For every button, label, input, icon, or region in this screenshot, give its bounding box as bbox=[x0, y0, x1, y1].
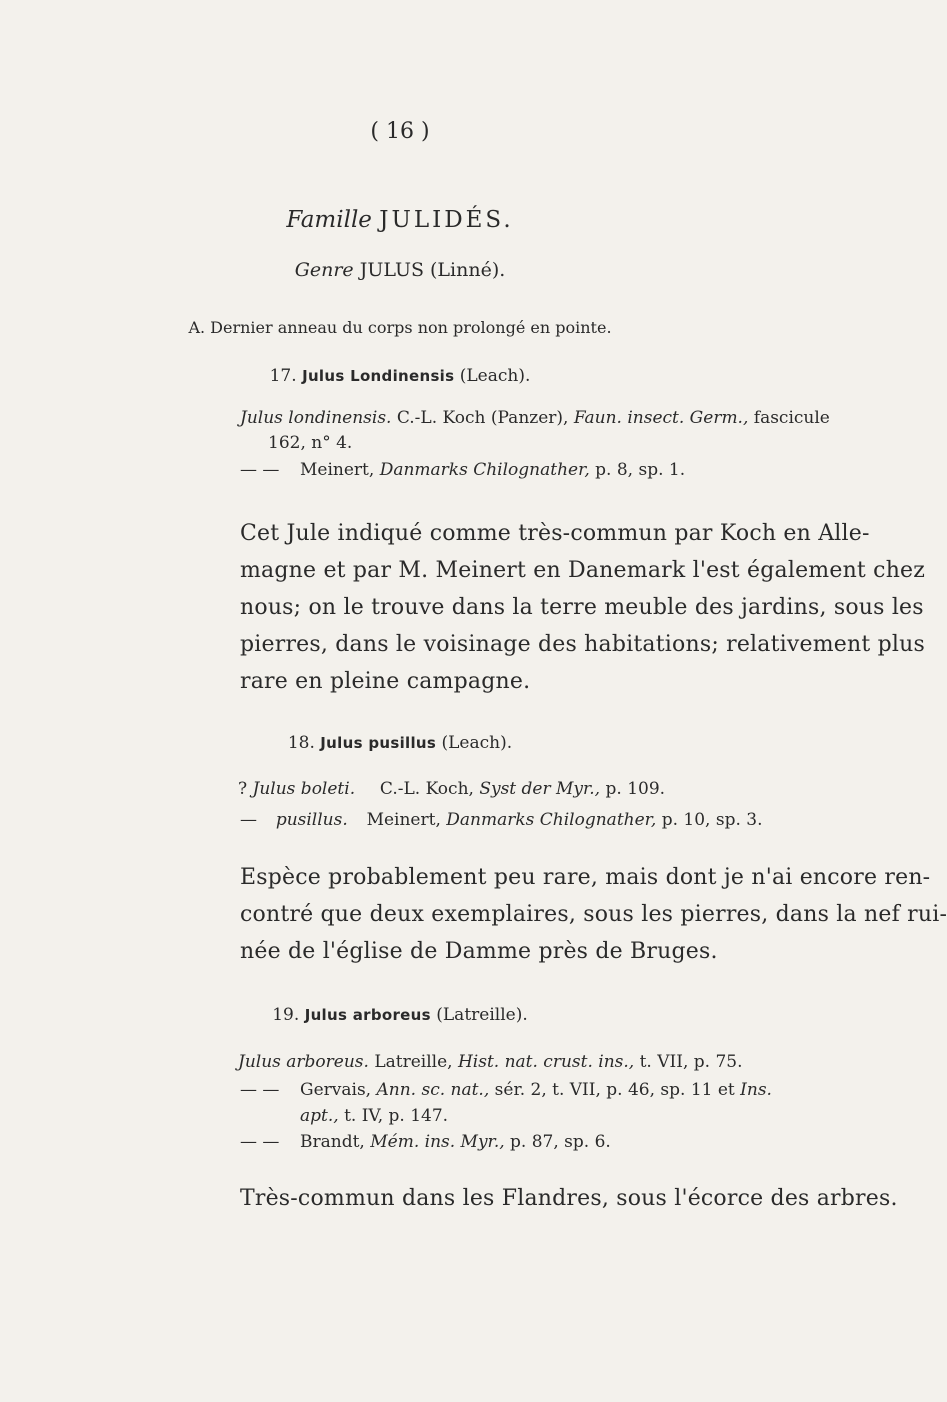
synonym-work: apt., bbox=[300, 1106, 339, 1126]
synonym-ref: p. 10, sp. 3. bbox=[661, 810, 763, 830]
synonym-ref: t. IV, p. 147. bbox=[344, 1106, 449, 1126]
paragraph-line: Espèce probablement peu rare, mais dont je n'ai encore ren- bbox=[240, 865, 931, 890]
section-a: A. Dernier anneau du corps non prolongé en pointe. bbox=[188, 318, 612, 337]
synonym-author: C.-L. Koch (Panzer), bbox=[396, 408, 569, 428]
synonym-ref: p. 8, sp. 1. bbox=[595, 460, 686, 480]
synonym-line bbox=[240, 810, 763, 830]
species-number: 18. bbox=[287, 733, 315, 753]
synonym-work: Ann. sc. nat., bbox=[376, 1080, 490, 1100]
synonym-work: Ins. bbox=[740, 1080, 772, 1100]
genus-name: JULUS (Linné). bbox=[359, 259, 506, 281]
synonym-author: Latreille, bbox=[374, 1052, 453, 1072]
synonym-work: Mém. ins. Myr., bbox=[370, 1132, 505, 1152]
synonym-dash: — bbox=[240, 810, 257, 830]
synonym-ref: t. VII, p. 75. bbox=[639, 1052, 743, 1072]
synonym-line bbox=[240, 1132, 611, 1152]
species-author: (Leach). bbox=[459, 366, 531, 386]
synonym-author: Meinert, bbox=[300, 460, 375, 480]
species-author: (Latreille). bbox=[436, 1005, 528, 1025]
family-name: JULIDÉS. bbox=[379, 207, 514, 233]
synonym-dash: — — bbox=[240, 1132, 280, 1152]
genus-heading bbox=[0, 259, 800, 281]
synonym-taxon: pusillus. bbox=[275, 810, 348, 830]
synonym-work: Danmarks Chilognather, bbox=[446, 810, 657, 830]
paragraph-line: Très-commun dans les Flandres, sous l'écorce des arbres. bbox=[240, 1186, 898, 1211]
synonym-ref: p. 109. bbox=[605, 779, 666, 799]
synonym-taxon: Julus londinensis. bbox=[240, 408, 392, 428]
species-name: Julus arboreus bbox=[304, 1006, 431, 1024]
paragraph-line: pierres, dans le voisinage des habitations; relativement plus bbox=[240, 632, 925, 657]
synonym-prefix: ? bbox=[238, 779, 248, 799]
species-heading bbox=[0, 366, 800, 386]
family-heading bbox=[0, 207, 800, 233]
synonym-taxon: Julus boleti. bbox=[252, 779, 356, 799]
page-number: ( 16 ) bbox=[370, 119, 430, 144]
species-number: 19. bbox=[272, 1005, 300, 1025]
genus-label: Genre bbox=[294, 259, 354, 281]
synonym-ref: 162, n° 4. bbox=[268, 433, 353, 453]
synonym-dash: — — bbox=[240, 460, 280, 480]
synonym-line bbox=[240, 408, 830, 428]
synonym-line bbox=[268, 433, 352, 453]
synonym-work: Danmarks Chilognather, bbox=[379, 460, 590, 480]
species-name: Julus pusillus bbox=[320, 734, 437, 752]
synonym-work: Hist. nat. crust. ins., bbox=[457, 1052, 635, 1072]
family-label: Famille bbox=[286, 207, 372, 233]
synonym-author: C.-L. Koch, bbox=[379, 779, 474, 799]
synonym-line bbox=[300, 1106, 448, 1126]
synonym-author: Meinert, bbox=[366, 810, 441, 830]
synonym-author: Brandt, bbox=[300, 1132, 365, 1152]
synonym-line bbox=[238, 1052, 742, 1072]
paragraph-line: Cet Jule indiqué comme très-commun par Koch en Alle- bbox=[240, 521, 870, 546]
paragraph-line: rare en pleine campagne. bbox=[240, 669, 531, 694]
synonym-taxon: Julus arboreus. bbox=[238, 1052, 369, 1072]
synonym-work: Syst der Myr., bbox=[479, 779, 601, 799]
synonym-ref: p. 87, sp. 6. bbox=[510, 1132, 611, 1152]
synonym-ref: fascicule bbox=[753, 408, 830, 428]
species-number: 17. bbox=[269, 366, 297, 386]
synonym-author: Gervais, bbox=[300, 1080, 372, 1100]
synonym-work: Faun. insect. Germ., bbox=[573, 408, 749, 428]
synonym-line bbox=[240, 460, 685, 480]
paragraph-line: nous; on le trouve dans la terre meuble des jardins, sous les bbox=[240, 595, 924, 620]
paragraph-line: née de l'église de Damme près de Bruges. bbox=[240, 939, 718, 964]
species-name: Julus Londinensis bbox=[302, 367, 455, 385]
synonym-line bbox=[240, 1080, 772, 1100]
synonym-dash: — — bbox=[240, 1080, 280, 1100]
synonym-line bbox=[238, 779, 665, 799]
paragraph-line: contré que deux exemplaires, sous les pierres, dans la nef rui- bbox=[240, 902, 947, 927]
synonym-ref: sér. 2, t. VII, p. 46, sp. 11 et bbox=[494, 1080, 735, 1100]
paragraph-line: magne et par M. Meinert en Danemark l'est également chez bbox=[240, 558, 926, 583]
species-heading bbox=[0, 733, 800, 753]
species-heading bbox=[0, 1005, 800, 1025]
species-author: (Leach). bbox=[441, 733, 513, 753]
